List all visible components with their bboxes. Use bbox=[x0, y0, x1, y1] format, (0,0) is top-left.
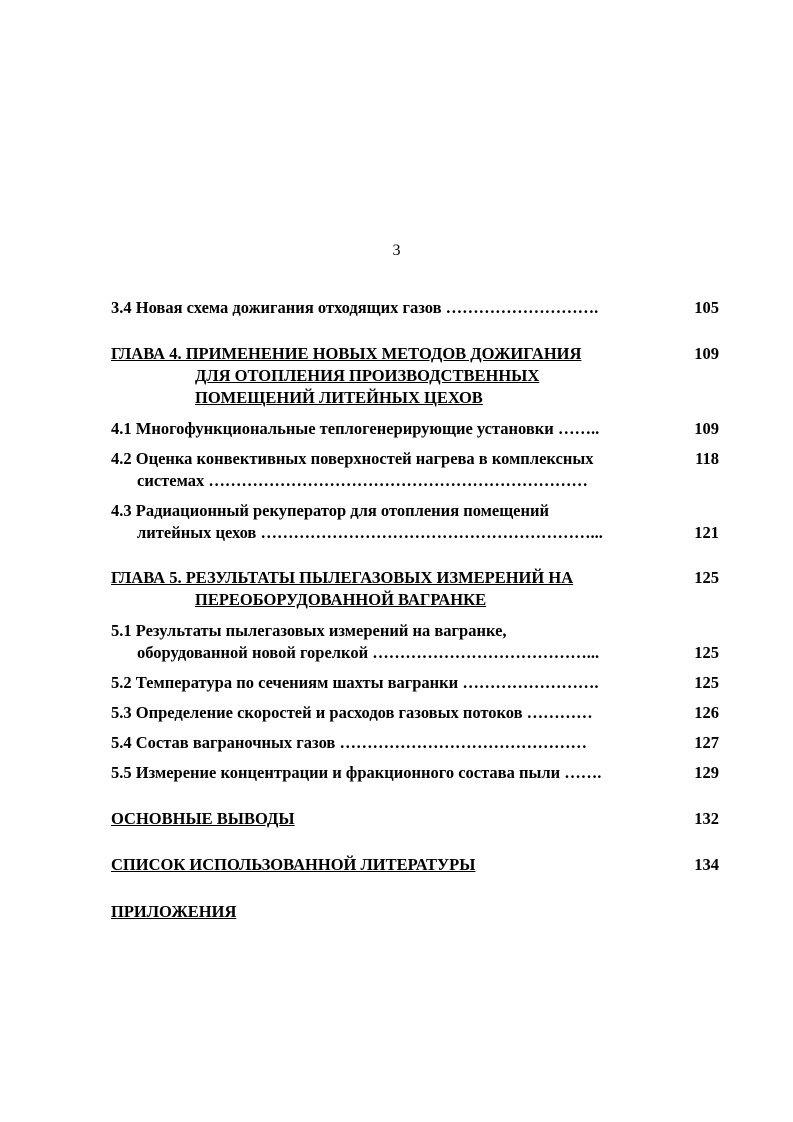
toc-entry-page: 125 bbox=[694, 568, 719, 587]
toc-entry-4-1[interactable] bbox=[111, 418, 719, 440]
toc-entry-5-5[interactable] bbox=[111, 762, 719, 784]
toc-chapter-5[interactable] bbox=[111, 567, 719, 611]
page-number: 3 bbox=[392, 242, 401, 259]
toc-entry-title: 5.2 Температура по сечениям шахты вагранки ……………………. bbox=[111, 673, 599, 692]
toc-entry-page: 105 bbox=[694, 298, 719, 317]
chapter-title-line: ДЛЯ ОТОПЛЕНИЯ ПРОИЗВОДСТВЕННЫХ bbox=[195, 366, 540, 385]
toc-entry-page: 125 bbox=[694, 673, 719, 692]
chapter-title-line: ПОМЕЩЕНИЙ ЛИТЕЙНЫХ ЦЕХОВ bbox=[195, 388, 483, 407]
toc-chapter-4[interactable] bbox=[111, 343, 719, 409]
toc-entry-page: 109 bbox=[694, 344, 719, 363]
toc-entry-page: 127 bbox=[694, 733, 719, 752]
toc-entry-title: 3.4 Новая схема дожигания отходящих газов ………………………. bbox=[111, 298, 599, 317]
toc-entry-title: ПРИЛОЖЕНИЯ bbox=[111, 902, 237, 921]
toc-entry-title: ОСНОВНЫЕ ВЫВОДЫ bbox=[111, 809, 295, 828]
toc-entry-title: 5.5 Измерение концентрации и фракционного состава пыли ……. bbox=[111, 763, 602, 782]
chapter-title-line: ПЕРЕОБОРУДОВАННОЙ ВАГРАНКЕ bbox=[195, 590, 487, 609]
toc-entry-title: 5.3 Определение скоростей и расходов газовых потоков ………… bbox=[111, 703, 593, 722]
toc-entry-page: 134 bbox=[694, 855, 719, 874]
toc-entry-page: 129 bbox=[694, 763, 719, 782]
toc-entry-title-cont: литейных цехов ……………………………………………………... bbox=[137, 523, 603, 542]
chapter-title-line: ГЛАВА 4. ПРИМЕНЕНИЕ НОВЫХ МЕТОДОВ ДОЖИГАНИЯ bbox=[111, 344, 582, 363]
toc-entry-page: 121 bbox=[694, 523, 719, 542]
toc-entry-page: 125 bbox=[694, 643, 719, 662]
toc-entry-title: 4.2 Оценка конвективных поверхностей нагрева в комплексных bbox=[111, 449, 594, 468]
toc-entry-title: СПИСОК ИСПОЛЬЗОВАННОЙ ЛИТЕРАТУРЫ bbox=[111, 855, 476, 874]
toc-entry-title: 5.1 Результаты пылегазовых измерений на вагранке, bbox=[111, 621, 507, 640]
chapter-title-line: ГЛАВА 5. РЕЗУЛЬТАТЫ ПЫЛЕГАЗОВЫХ ИЗМЕРЕНИЙ НА bbox=[111, 568, 574, 587]
toc-entry-page: 118 bbox=[695, 449, 719, 468]
toc-entry-title-cont: оборудованной новой горелкой …………………………………... bbox=[137, 643, 600, 662]
toc-references[interactable] bbox=[111, 854, 719, 876]
toc-entry-5-3[interactable] bbox=[111, 702, 719, 724]
toc-entry-page: 132 bbox=[694, 809, 719, 828]
toc-conclusions[interactable] bbox=[111, 808, 719, 830]
toc-entry-3-4[interactable] bbox=[111, 297, 719, 319]
toc-entry-page: 126 bbox=[694, 703, 719, 722]
toc-entry-4-3[interactable] bbox=[111, 500, 719, 544]
toc-entry-5-2[interactable] bbox=[111, 672, 719, 694]
toc-appendices[interactable] bbox=[111, 901, 719, 923]
toc-entry-title: 5.4 Состав ваграночных газов ……………………………………… bbox=[111, 733, 587, 752]
toc-entry-5-1[interactable] bbox=[111, 620, 719, 664]
toc-entry-title: 4.1 Многофункциональные теплогенерирующие установки …….. bbox=[111, 419, 600, 438]
toc-entry-4-2[interactable] bbox=[111, 448, 719, 492]
toc-entry-page: 109 bbox=[694, 419, 719, 438]
toc-entry-5-4[interactable] bbox=[111, 732, 719, 754]
toc-entry-title: 4.3 Радиационный рекуператор для отопления помещений bbox=[111, 501, 550, 520]
toc-entry-title-cont: системах …………………………………………………………… bbox=[137, 471, 588, 490]
